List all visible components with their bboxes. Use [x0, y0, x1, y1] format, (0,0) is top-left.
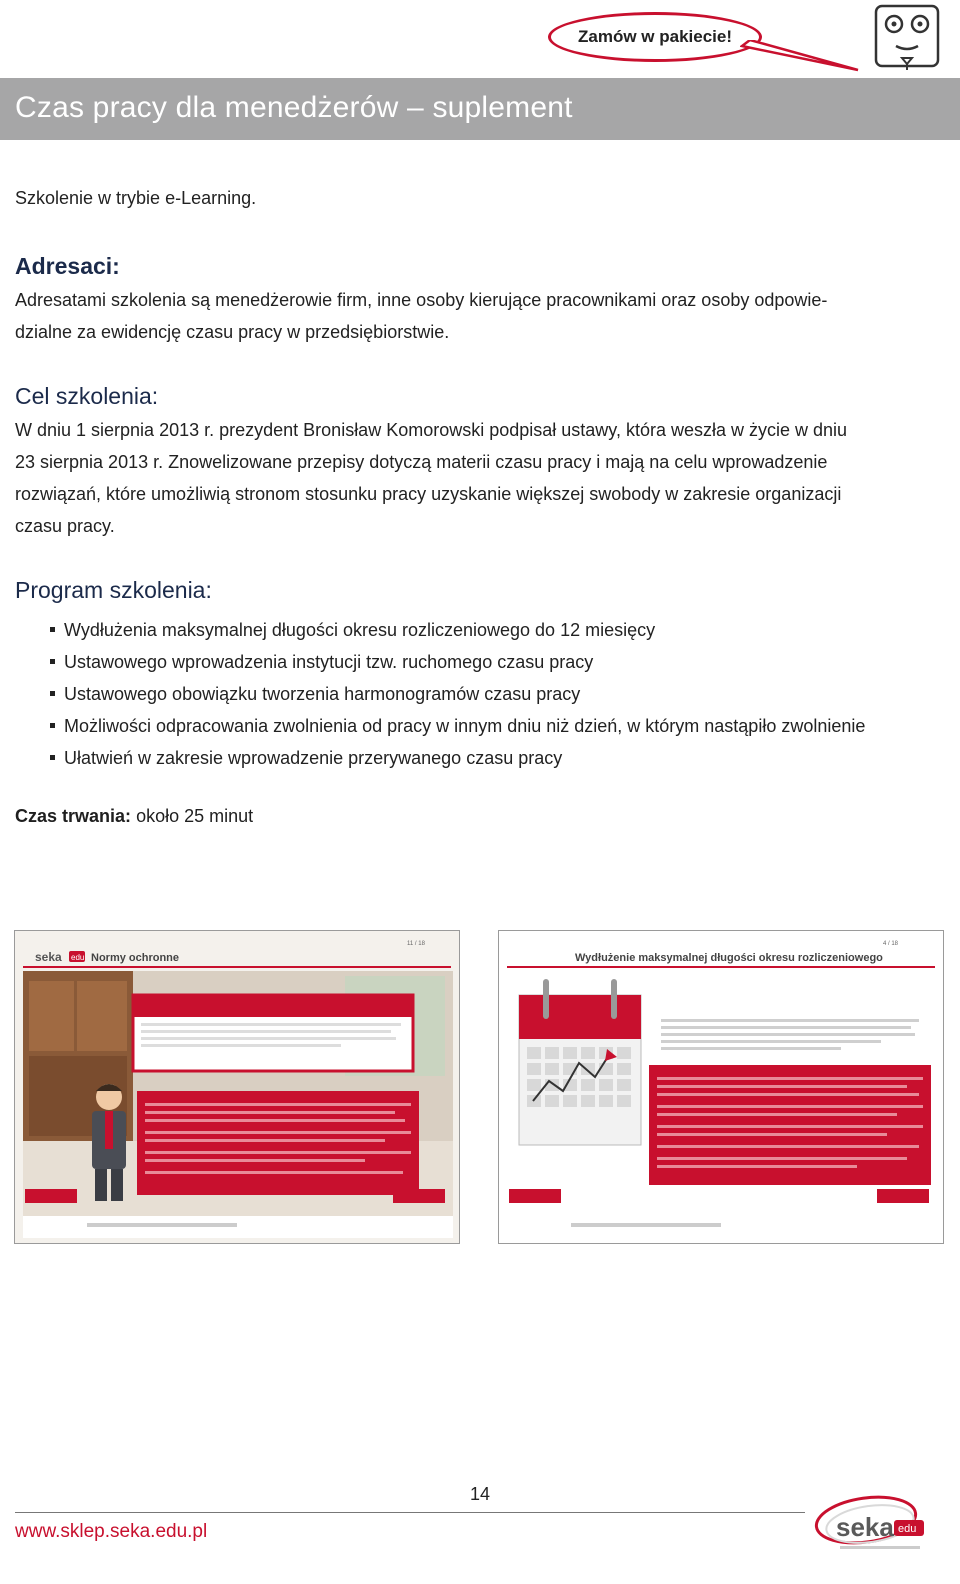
adresaci-heading: Adresaci:: [15, 253, 120, 279]
duration-value: około 25 minut: [136, 806, 254, 826]
cel-line-1: W dniu 1 sierpnia 2013 r. prezydent Bronisław Komorowski podpisał ustawy, która weszła w życie w dniu: [15, 420, 848, 440]
course-screenshot-1: [14, 930, 460, 1244]
footer-logo-text: seka: [836, 1512, 894, 1542]
course-screenshot-2: [498, 930, 944, 1244]
title-bar: [0, 78, 960, 140]
bullet-icon: [50, 755, 55, 760]
order-bundle-label: Zamów w pakiecie!: [578, 27, 732, 46]
bubble-tail-icon: [740, 40, 860, 74]
order-bundle-bubble[interactable]: [548, 12, 762, 62]
shot1-logo: seka: [35, 950, 62, 964]
program-item: [15, 614, 950, 646]
shot1-counter: 11 / 18: [407, 941, 425, 947]
cel-heading: Cel szkolenia:: [15, 383, 159, 409]
seka-logo-icon: [810, 1492, 940, 1564]
program-item: [15, 710, 950, 742]
shot2-counter: 4 / 18: [883, 941, 899, 947]
adresaci-line-2: dzialne za ewidencję czasu pracy w przedsiębiorstwie.: [15, 322, 450, 342]
bullet-icon: [50, 627, 55, 632]
cel-line-4: czasu pracy.: [15, 516, 115, 536]
bullet-icon: [50, 691, 55, 696]
intro-text: Szkolenie w trybie e-Learning.: [15, 188, 257, 208]
footer-logo-badge: edu: [898, 1523, 917, 1535]
program-item-text: Możliwości odpracowania zwolnienia od pracy w innym dniu niż dzień, w którym nastąpiło zwolnienie: [64, 716, 866, 736]
shot1-logo-badge: edu: [71, 953, 85, 962]
mascot-face-icon: [874, 4, 940, 72]
program-list: [15, 614, 950, 774]
bullet-icon: [50, 723, 55, 728]
shot2-title: Wydłużenie maksymalnej długości okresu rozliczeniowego: [575, 952, 883, 964]
page-title: Czas pracy dla menedżerów – suplement: [15, 91, 573, 124]
program-item: [15, 646, 950, 678]
footer-url-link[interactable]: www.sklep.seka.edu.pl: [15, 1521, 208, 1542]
bullet-icon: [50, 659, 55, 664]
program-item: [15, 678, 950, 710]
cel-line-3: rozwiązań, które umożliwią stronom stosunku pracy uzyskanie większej swobody w zakresie organizacji: [15, 484, 842, 504]
program-heading: Program szkolenia:: [15, 577, 212, 603]
program-item-text: Ustawowego obowiązku tworzenia harmonogramów czasu pracy: [64, 684, 581, 704]
program-item-text: Wydłużenia maksymalnej długości okresu rozliczeniowego do 12 miesięcy: [64, 620, 656, 640]
page-number: 14: [469, 1484, 491, 1504]
duration-label: Czas trwania:: [15, 806, 132, 826]
cel-line-2: 23 sierpnia 2013 r. Znowelizowane przepisy dotyczą materii czasu pracy i mają na celu wprowadzenie: [15, 452, 828, 472]
program-item-text: Ułatwień w zakresie wprowadzenie przerywanego czasu pracy: [64, 748, 563, 768]
duration: [15, 800, 253, 832]
adresaci-line-1: Adresatami szkolenia są menedżerowie firm, inne osoby kierujące pracownikami oraz osoby odpowie-: [15, 290, 828, 310]
footer-divider: [15, 1512, 805, 1513]
shot1-title: Normy ochronne: [91, 952, 180, 964]
program-item-text: Ustawowego wprowadzenia instytucji tzw. ruchomego czasu pracy: [64, 652, 594, 672]
program-item: [15, 742, 950, 774]
